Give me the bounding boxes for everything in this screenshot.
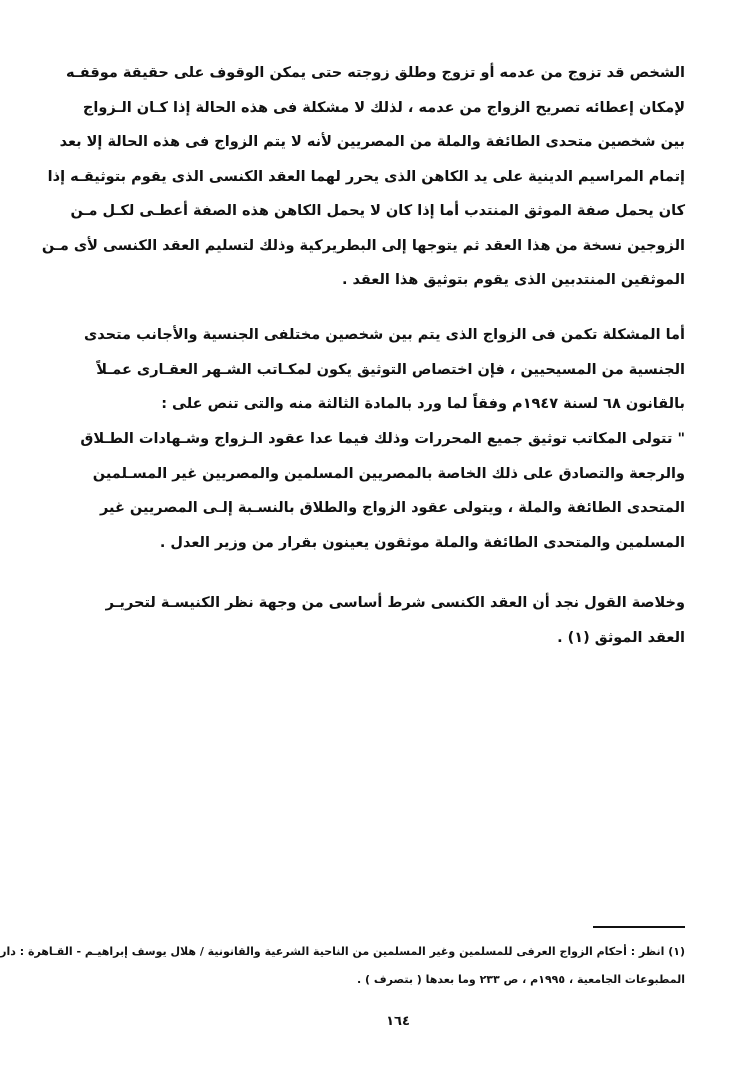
text-line: المتحدى الطائفة والملة ، ويتولى عقود الزواج والطلاق بالنسـبة إلـى المصريين غير	[100, 500, 685, 516]
text-line: " تتولى المكاتب توثيق جميع المحررات وذلك فيما عدا عقود الـزواج وشـهادات الطـلاق	[80, 431, 685, 447]
paragraph-4	[105, 586, 685, 655]
footnote-separator	[593, 926, 685, 928]
footnote-line: المطبوعات الجامعية ، ١٩٩٥م ، ص ٢٣٣ وما بعدها ( بتصرف ) .	[357, 973, 685, 986]
text-line: وخلاصة القول نجد أن العقد الكنسى شرط أساسى من وجهة نظر الكنيسـة لتحريـر	[105, 595, 685, 611]
text-line: إتمام المراسيم الدينية على يد الكاهن الذى يحرر لهما العقد الكنسى الذى يقوم بتوثيقـه إذا	[47, 168, 685, 185]
text-line: العقد الموثق (١) .	[557, 629, 685, 646]
footnote-line: (١) انظر : أحكام الزواج العرفى للمسلمين وغير المسلمين من الناحية الشرعية والقانونية / هلال يوسف إبراهيـم - القـاهرة : دار	[0, 945, 685, 958]
paragraph-1	[41, 56, 685, 298]
footnote	[0, 938, 685, 994]
text-line: الموثقين المنتدبين الذى يقوم بتوثيق هذا العقد .	[341, 272, 685, 288]
paragraph-2	[84, 318, 685, 422]
text-line: لإمكان إعطائه تصريح الزواج من عدمه ، لذلك لا مشكلة فى هذه الحالة إذا كـان الـزواج	[82, 99, 685, 116]
paragraph-3-quote	[80, 422, 685, 560]
page-number: ١٦٤	[386, 1014, 410, 1029]
text-line: المسلمين والمتحدى الطائفة والملة موثقون يعينون بقرار من وزير العدل .	[159, 534, 685, 551]
text-line: كان يحمل صفة الموثق المنتدب أما إذا كان لا يحمل الكاهن هذه الصفة أعطـى لكـل مـن	[70, 203, 685, 219]
text-line: أما المشكلة تكمن فى الزواج الذى يتم بين شخصين مختلفى الجنسية والأجانب متحدى	[84, 327, 685, 343]
text-line: بالقانون ٦٨ لسنة ١٩٤٧م وفقاً لما ورد بالمادة الثالثة منه والتى تنص على :	[161, 396, 685, 412]
text-line: الجنسية من المسيحيين ، فإن اختصاص التوثيق يكون لمكـاتب الشـهر العقـارى عمـلاً	[96, 361, 685, 378]
text-line: والرجعة والتصادق على ذلك الخاصة بالمصريين المسلمين والمصريين غير المسـلمين	[92, 465, 685, 482]
text-line: بين شخصين متحدى الطائفة والملة من المصريين لأنه لا يتم الزواج فى هذه الحالة إلا بعد	[59, 134, 685, 150]
text-line: الشخص قد تزوج من عدمه أو تزوج وطلق زوجته حتى يمكن الوقوف على حقيقة موقفـه	[66, 65, 685, 81]
text-line: الزوجين نسخة من هذا العقد ثم يتوجها إلى البطريركية وذلك لتسليم العقد الكنسى لأى مـن	[41, 237, 685, 254]
